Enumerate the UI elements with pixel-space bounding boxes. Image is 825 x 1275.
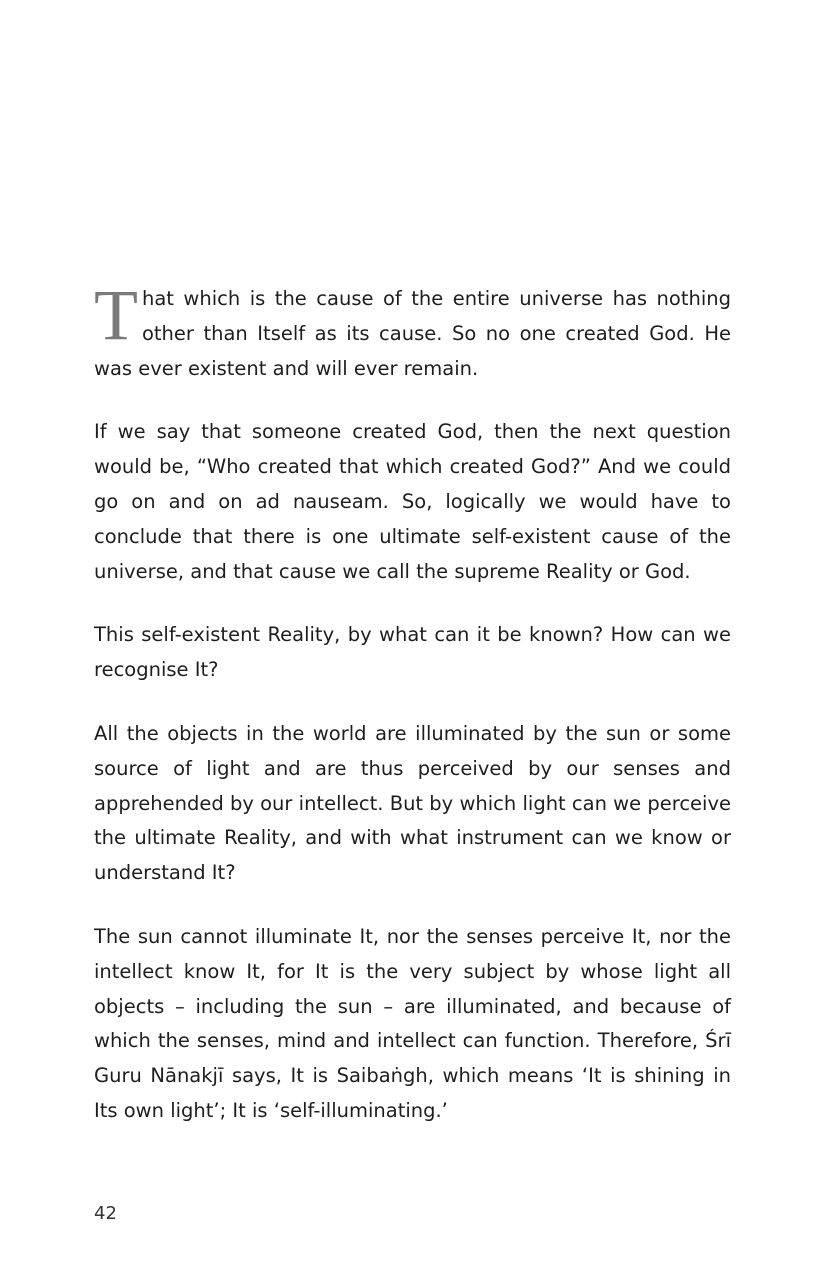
paragraph-1-text: hat which is the cause of the entire universe has nothing other than Itself as its cause. So no one created God. He was ever existent and will ever remain. — [94, 287, 731, 380]
paragraph-4: All the objects in the world are illuminated by the sun or some source of light and are thus perceived by our senses and apprehended by our intellect. But by which light can we perceive the ultimate Reality, and with what instrument can we know or understand It? — [94, 721, 731, 885]
drop-cap: T — [94, 275, 138, 355]
paragraph-1 — [94, 275, 731, 386]
paragraph-2: If we say that someone created God, then the next question would be, “Who created that which created God?” And we could go on and on ad nauseam. So, logically we would have to conclude that there is one ultimate self-existent cause of the universe, and that cause we call the supreme Reality or God. — [94, 420, 731, 583]
page-body — [94, 275, 731, 1158]
paragraph-5: The sun cannot illuminate It, nor the senses perceive It, nor the intellect know It, for It is the very subject by whose light all objects – including the sun – are illuminated, and because of which the senses, mind and intellect can function. Therefore, Śrī Guru Nānakjī says, It is Saibaṅgh, which means ‘It is shining in Its own light’; It is ‘self-illuminating.’ — [94, 924, 731, 1122]
paragraph-3: This self-existent Reality, by what can it be known? How can we recognise It? — [94, 623, 731, 682]
page-number: 42 — [94, 1203, 117, 1224]
